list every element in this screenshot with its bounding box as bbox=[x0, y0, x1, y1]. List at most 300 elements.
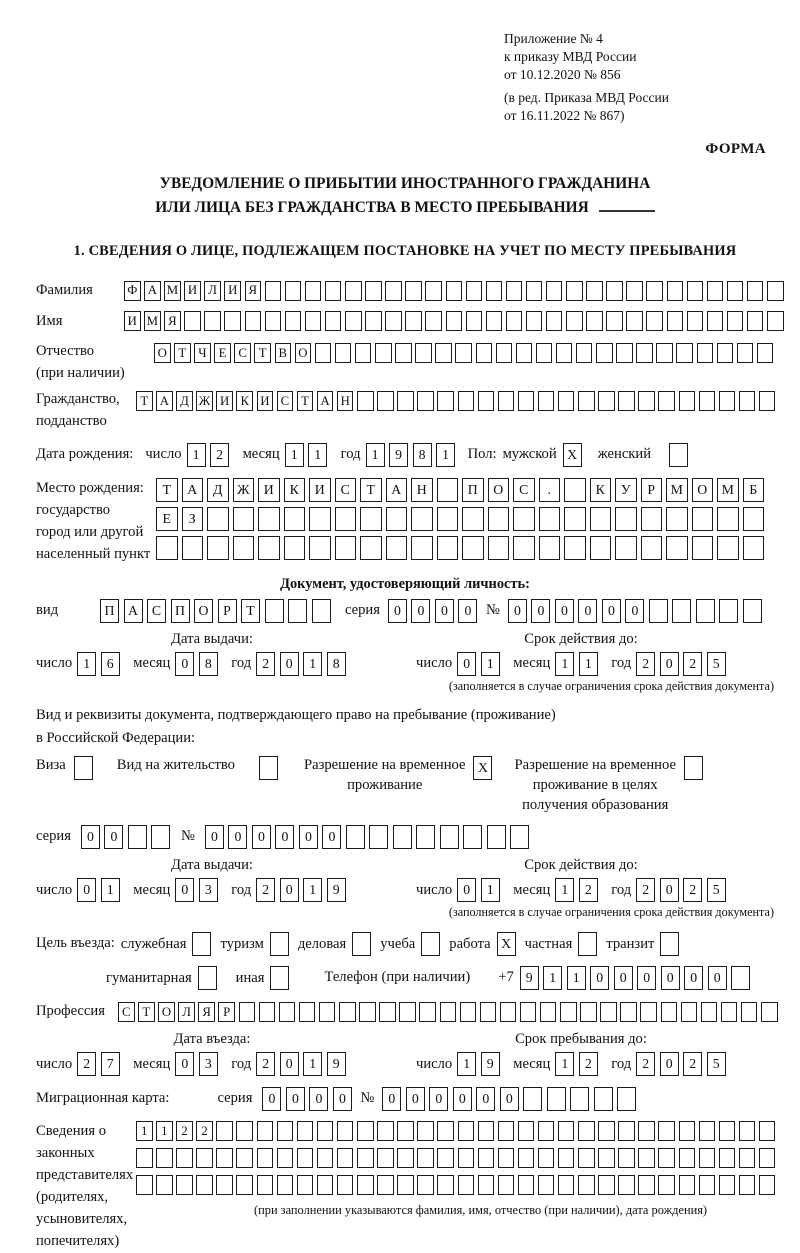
char-cell[interactable] bbox=[360, 507, 382, 531]
char-cell[interactable]: 5 bbox=[707, 652, 726, 676]
char-cell[interactable] bbox=[377, 1148, 394, 1168]
char-cell[interactable] bbox=[598, 1148, 615, 1168]
char-cell[interactable]: И bbox=[184, 281, 201, 301]
char-cell[interactable]: 1 bbox=[303, 878, 322, 902]
char-cell[interactable] bbox=[284, 507, 306, 531]
char-cell[interactable] bbox=[743, 599, 762, 623]
char-cell[interactable] bbox=[337, 1121, 354, 1141]
char-cell[interactable] bbox=[558, 1175, 575, 1195]
char-cell[interactable]: К bbox=[590, 478, 612, 502]
char-cell[interactable] bbox=[425, 311, 442, 331]
char-cell[interactable] bbox=[518, 1121, 535, 1141]
char-cell[interactable] bbox=[719, 1148, 736, 1168]
char-cell[interactable] bbox=[526, 281, 543, 301]
char-cell[interactable] bbox=[658, 391, 675, 411]
char-cell[interactable] bbox=[538, 1175, 555, 1195]
char-cell[interactable]: 1 bbox=[555, 878, 574, 902]
char-cell[interactable] bbox=[699, 1148, 716, 1168]
char-cell[interactable] bbox=[458, 1175, 475, 1195]
char-cell[interactable]: 0 bbox=[555, 599, 574, 623]
char-cell[interactable] bbox=[564, 478, 586, 502]
char-cell[interactable]: 1 bbox=[457, 1052, 476, 1076]
char-cell[interactable] bbox=[687, 281, 704, 301]
char-cell[interactable] bbox=[216, 1175, 233, 1195]
char-cell[interactable] bbox=[317, 1175, 334, 1195]
char-cell[interactable] bbox=[357, 1121, 374, 1141]
char-cell[interactable] bbox=[184, 311, 201, 331]
char-cell[interactable]: Ч bbox=[194, 343, 211, 363]
char-cell[interactable] bbox=[435, 343, 452, 363]
char-cell[interactable]: П bbox=[100, 599, 119, 623]
char-cell[interactable] bbox=[345, 281, 362, 301]
char-cell[interactable]: 2 bbox=[579, 878, 598, 902]
char-cell[interactable] bbox=[721, 1002, 738, 1022]
char-cell[interactable] bbox=[739, 1121, 756, 1141]
char-cell[interactable] bbox=[437, 536, 459, 560]
char-cell[interactable] bbox=[566, 311, 583, 331]
char-cell[interactable]: 2 bbox=[256, 1052, 275, 1076]
purpose-other-checkbox[interactable] bbox=[270, 966, 289, 990]
char-cell[interactable] bbox=[317, 1148, 334, 1168]
char-cell[interactable] bbox=[417, 1175, 434, 1195]
char-cell[interactable] bbox=[478, 391, 495, 411]
char-cell[interactable] bbox=[285, 281, 302, 301]
char-cell[interactable] bbox=[325, 311, 342, 331]
char-cell[interactable] bbox=[641, 507, 663, 531]
char-cell[interactable] bbox=[513, 536, 535, 560]
char-cell[interactable]: О bbox=[488, 478, 510, 502]
char-cell[interactable] bbox=[739, 1175, 756, 1195]
char-cell[interactable]: 0 bbox=[435, 599, 454, 623]
char-cell[interactable] bbox=[455, 343, 472, 363]
char-cell[interactable] bbox=[196, 1175, 213, 1195]
char-cell[interactable]: 0 bbox=[453, 1087, 472, 1111]
char-cell[interactable]: 1 bbox=[579, 652, 598, 676]
char-cell[interactable]: С bbox=[234, 343, 251, 363]
char-cell[interactable]: 0 bbox=[81, 825, 100, 849]
char-cell[interactable]: М bbox=[164, 281, 181, 301]
char-cell[interactable] bbox=[638, 1121, 655, 1141]
purpose-tourism-checkbox[interactable] bbox=[270, 932, 289, 956]
char-cell[interactable]: 0 bbox=[280, 878, 299, 902]
char-cell[interactable] bbox=[156, 536, 178, 560]
char-cell[interactable] bbox=[546, 311, 563, 331]
char-cell[interactable] bbox=[620, 1002, 637, 1022]
char-cell[interactable]: 2 bbox=[683, 652, 702, 676]
char-cell[interactable] bbox=[386, 536, 408, 560]
char-cell[interactable]: А bbox=[124, 599, 143, 623]
char-cell[interactable] bbox=[345, 311, 362, 331]
char-cell[interactable] bbox=[265, 311, 282, 331]
char-cell[interactable] bbox=[692, 536, 714, 560]
char-cell[interactable] bbox=[417, 391, 434, 411]
char-cell[interactable] bbox=[498, 391, 515, 411]
char-cell[interactable] bbox=[355, 343, 372, 363]
char-cell[interactable] bbox=[319, 1002, 336, 1022]
char-cell[interactable] bbox=[666, 507, 688, 531]
char-cell[interactable]: 0 bbox=[429, 1087, 448, 1111]
char-cell[interactable]: 1 bbox=[481, 652, 500, 676]
char-cell[interactable]: Д bbox=[207, 478, 229, 502]
char-cell[interactable]: 2 bbox=[636, 1052, 655, 1076]
char-cell[interactable]: У bbox=[615, 478, 637, 502]
char-cell[interactable]: 1 bbox=[567, 966, 586, 990]
char-cell[interactable] bbox=[717, 536, 739, 560]
char-cell[interactable]: О bbox=[194, 599, 213, 623]
char-cell[interactable] bbox=[570, 1087, 589, 1111]
char-cell[interactable] bbox=[284, 536, 306, 560]
char-cell[interactable] bbox=[496, 343, 513, 363]
char-cell[interactable] bbox=[661, 1002, 678, 1022]
char-cell[interactable] bbox=[488, 507, 510, 531]
char-cell[interactable]: 2 bbox=[683, 878, 702, 902]
char-cell[interactable] bbox=[377, 1175, 394, 1195]
char-cell[interactable] bbox=[719, 1121, 736, 1141]
char-cell[interactable] bbox=[312, 599, 331, 623]
char-cell[interactable] bbox=[299, 1002, 316, 1022]
char-cell[interactable] bbox=[297, 1121, 314, 1141]
char-cell[interactable] bbox=[606, 311, 623, 331]
char-cell[interactable]: Ж bbox=[196, 391, 213, 411]
char-cell[interactable] bbox=[536, 343, 553, 363]
char-cell[interactable]: 0 bbox=[637, 966, 656, 990]
char-cell[interactable] bbox=[547, 1087, 566, 1111]
char-cell[interactable]: Р bbox=[218, 1002, 235, 1022]
char-cell[interactable] bbox=[767, 281, 784, 301]
char-cell[interactable] bbox=[580, 1002, 597, 1022]
char-cell[interactable] bbox=[285, 311, 302, 331]
char-cell[interactable]: 0 bbox=[205, 825, 224, 849]
char-cell[interactable] bbox=[539, 536, 561, 560]
char-cell[interactable]: 0 bbox=[411, 599, 430, 623]
char-cell[interactable]: 0 bbox=[262, 1087, 281, 1111]
char-cell[interactable]: Р bbox=[218, 599, 237, 623]
char-cell[interactable]: С bbox=[118, 1002, 135, 1022]
char-cell[interactable] bbox=[487, 825, 506, 849]
char-cell[interactable] bbox=[335, 343, 352, 363]
char-cell[interactable] bbox=[437, 1148, 454, 1168]
char-cell[interactable]: 1 bbox=[303, 652, 322, 676]
char-cell[interactable] bbox=[136, 1148, 153, 1168]
char-cell[interactable]: 0 bbox=[280, 652, 299, 676]
char-cell[interactable]: 0 bbox=[660, 878, 679, 902]
char-cell[interactable] bbox=[399, 1002, 416, 1022]
char-cell[interactable] bbox=[463, 825, 482, 849]
char-cell[interactable]: 0 bbox=[590, 966, 609, 990]
char-cell[interactable] bbox=[717, 343, 734, 363]
char-cell[interactable] bbox=[666, 536, 688, 560]
char-cell[interactable] bbox=[325, 281, 342, 301]
char-cell[interactable] bbox=[500, 1002, 517, 1022]
char-cell[interactable] bbox=[761, 1002, 778, 1022]
char-cell[interactable] bbox=[564, 536, 586, 560]
char-cell[interactable] bbox=[236, 1148, 253, 1168]
char-cell[interactable] bbox=[646, 311, 663, 331]
char-cell[interactable] bbox=[309, 536, 331, 560]
char-cell[interactable]: 1 bbox=[156, 1121, 173, 1141]
char-cell[interactable]: 8 bbox=[327, 652, 346, 676]
char-cell[interactable]: 1 bbox=[285, 443, 304, 467]
char-cell[interactable]: Б bbox=[743, 478, 765, 502]
char-cell[interactable]: Я bbox=[198, 1002, 215, 1022]
char-cell[interactable]: 9 bbox=[327, 1052, 346, 1076]
char-cell[interactable] bbox=[546, 281, 563, 301]
char-cell[interactable] bbox=[701, 1002, 718, 1022]
char-cell[interactable]: Ж bbox=[233, 478, 255, 502]
char-cell[interactable] bbox=[649, 599, 668, 623]
char-cell[interactable] bbox=[731, 966, 750, 990]
char-cell[interactable] bbox=[578, 1148, 595, 1168]
char-cell[interactable]: 9 bbox=[481, 1052, 500, 1076]
char-cell[interactable] bbox=[386, 507, 408, 531]
visa-checkbox[interactable] bbox=[74, 756, 93, 780]
char-cell[interactable]: Т bbox=[297, 391, 314, 411]
char-cell[interactable] bbox=[759, 1148, 776, 1168]
char-cell[interactable]: 1 bbox=[555, 1052, 574, 1076]
char-cell[interactable]: 0 bbox=[406, 1087, 425, 1111]
char-cell[interactable] bbox=[586, 311, 603, 331]
char-cell[interactable] bbox=[578, 1175, 595, 1195]
char-cell[interactable] bbox=[615, 536, 637, 560]
char-cell[interactable]: П bbox=[171, 599, 190, 623]
char-cell[interactable] bbox=[397, 1121, 414, 1141]
char-cell[interactable]: 1 bbox=[308, 443, 327, 467]
char-cell[interactable] bbox=[305, 281, 322, 301]
char-cell[interactable] bbox=[558, 1148, 575, 1168]
purpose-study-checkbox[interactable] bbox=[421, 932, 440, 956]
char-cell[interactable] bbox=[337, 1148, 354, 1168]
char-cell[interactable] bbox=[365, 281, 382, 301]
char-cell[interactable]: А bbox=[156, 391, 173, 411]
char-cell[interactable] bbox=[488, 536, 510, 560]
char-cell[interactable]: О bbox=[692, 478, 714, 502]
char-cell[interactable] bbox=[466, 311, 483, 331]
char-cell[interactable] bbox=[518, 1175, 535, 1195]
char-cell[interactable] bbox=[357, 1148, 374, 1168]
char-cell[interactable] bbox=[747, 311, 764, 331]
char-cell[interactable] bbox=[437, 1121, 454, 1141]
char-cell[interactable] bbox=[696, 599, 715, 623]
char-cell[interactable] bbox=[257, 1148, 274, 1168]
char-cell[interactable] bbox=[743, 507, 765, 531]
char-cell[interactable] bbox=[437, 507, 459, 531]
char-cell[interactable] bbox=[616, 343, 633, 363]
char-cell[interactable]: 2 bbox=[196, 1121, 213, 1141]
char-cell[interactable] bbox=[458, 1148, 475, 1168]
char-cell[interactable] bbox=[233, 536, 255, 560]
char-cell[interactable] bbox=[305, 311, 322, 331]
char-cell[interactable] bbox=[416, 825, 435, 849]
char-cell[interactable] bbox=[239, 1002, 256, 1022]
char-cell[interactable]: Я bbox=[245, 281, 262, 301]
char-cell[interactable] bbox=[667, 281, 684, 301]
char-cell[interactable]: 1 bbox=[77, 652, 96, 676]
char-cell[interactable]: 1 bbox=[481, 878, 500, 902]
char-cell[interactable] bbox=[687, 311, 704, 331]
char-cell[interactable] bbox=[667, 311, 684, 331]
char-cell[interactable] bbox=[618, 1121, 635, 1141]
char-cell[interactable] bbox=[156, 1175, 173, 1195]
char-cell[interactable] bbox=[600, 1002, 617, 1022]
char-cell[interactable]: 2 bbox=[77, 1052, 96, 1076]
char-cell[interactable]: О bbox=[158, 1002, 175, 1022]
char-cell[interactable] bbox=[297, 1175, 314, 1195]
char-cell[interactable] bbox=[676, 343, 693, 363]
char-cell[interactable] bbox=[257, 1121, 274, 1141]
char-cell[interactable] bbox=[658, 1175, 675, 1195]
char-cell[interactable] bbox=[564, 507, 586, 531]
char-cell[interactable]: 0 bbox=[684, 966, 703, 990]
char-cell[interactable]: М bbox=[666, 478, 688, 502]
char-cell[interactable]: 1 bbox=[543, 966, 562, 990]
char-cell[interactable]: 8 bbox=[413, 443, 432, 467]
char-cell[interactable] bbox=[207, 507, 229, 531]
char-cell[interactable] bbox=[646, 281, 663, 301]
char-cell[interactable]: И bbox=[309, 478, 331, 502]
char-cell[interactable] bbox=[618, 1175, 635, 1195]
char-cell[interactable]: А bbox=[317, 391, 334, 411]
char-cell[interactable] bbox=[419, 1002, 436, 1022]
char-cell[interactable]: А bbox=[144, 281, 161, 301]
char-cell[interactable] bbox=[462, 507, 484, 531]
char-cell[interactable] bbox=[397, 1175, 414, 1195]
char-cell[interactable] bbox=[578, 391, 595, 411]
char-cell[interactable]: 0 bbox=[280, 1052, 299, 1076]
char-cell[interactable]: З bbox=[182, 507, 204, 531]
char-cell[interactable]: 0 bbox=[476, 1087, 495, 1111]
char-cell[interactable] bbox=[638, 1175, 655, 1195]
char-cell[interactable] bbox=[182, 536, 204, 560]
char-cell[interactable] bbox=[395, 343, 412, 363]
char-cell[interactable]: . bbox=[539, 478, 561, 502]
char-cell[interactable] bbox=[204, 311, 221, 331]
char-cell[interactable] bbox=[405, 311, 422, 331]
char-cell[interactable] bbox=[415, 343, 432, 363]
char-cell[interactable]: 0 bbox=[252, 825, 271, 849]
char-cell[interactable]: 0 bbox=[175, 1052, 194, 1076]
char-cell[interactable] bbox=[506, 281, 523, 301]
char-cell[interactable]: Н bbox=[337, 391, 354, 411]
char-cell[interactable]: В bbox=[275, 343, 292, 363]
char-cell[interactable] bbox=[385, 311, 402, 331]
char-cell[interactable]: 9 bbox=[389, 443, 408, 467]
char-cell[interactable]: 0 bbox=[457, 652, 476, 676]
char-cell[interactable]: 1 bbox=[303, 1052, 322, 1076]
purpose-humanitarian-checkbox[interactable] bbox=[198, 966, 217, 990]
char-cell[interactable] bbox=[335, 507, 357, 531]
char-cell[interactable]: 0 bbox=[661, 966, 680, 990]
char-cell[interactable] bbox=[679, 1175, 696, 1195]
char-cell[interactable]: 0 bbox=[104, 825, 123, 849]
char-cell[interactable] bbox=[265, 599, 284, 623]
char-cell[interactable] bbox=[297, 1148, 314, 1168]
char-cell[interactable] bbox=[335, 536, 357, 560]
char-cell[interactable]: 0 bbox=[531, 599, 550, 623]
char-cell[interactable] bbox=[417, 1148, 434, 1168]
char-cell[interactable] bbox=[566, 281, 583, 301]
char-cell[interactable] bbox=[523, 1087, 542, 1111]
char-cell[interactable] bbox=[265, 281, 282, 301]
char-cell[interactable]: 0 bbox=[708, 966, 727, 990]
char-cell[interactable]: 0 bbox=[309, 1087, 328, 1111]
char-cell[interactable] bbox=[360, 536, 382, 560]
char-cell[interactable]: 0 bbox=[175, 652, 194, 676]
char-cell[interactable] bbox=[538, 1148, 555, 1168]
char-cell[interactable]: Я bbox=[164, 311, 181, 331]
char-cell[interactable]: 1 bbox=[187, 443, 206, 467]
char-cell[interactable] bbox=[315, 343, 332, 363]
char-cell[interactable] bbox=[679, 391, 696, 411]
char-cell[interactable] bbox=[692, 507, 714, 531]
char-cell[interactable] bbox=[615, 507, 637, 531]
char-cell[interactable] bbox=[245, 311, 262, 331]
char-cell[interactable] bbox=[681, 1002, 698, 1022]
char-cell[interactable] bbox=[156, 1148, 173, 1168]
char-cell[interactable] bbox=[727, 311, 744, 331]
char-cell[interactable] bbox=[385, 281, 402, 301]
char-cell[interactable] bbox=[466, 281, 483, 301]
char-cell[interactable] bbox=[590, 507, 612, 531]
char-cell[interactable] bbox=[440, 1002, 457, 1022]
char-cell[interactable] bbox=[759, 1121, 776, 1141]
char-cell[interactable]: 9 bbox=[520, 966, 539, 990]
char-cell[interactable]: 2 bbox=[256, 652, 275, 676]
char-cell[interactable] bbox=[759, 1175, 776, 1195]
char-cell[interactable] bbox=[317, 1121, 334, 1141]
char-cell[interactable] bbox=[233, 507, 255, 531]
char-cell[interactable] bbox=[578, 1121, 595, 1141]
char-cell[interactable] bbox=[558, 391, 575, 411]
char-cell[interactable] bbox=[658, 1121, 675, 1141]
char-cell[interactable]: Н bbox=[411, 478, 433, 502]
char-cell[interactable] bbox=[359, 1002, 376, 1022]
char-cell[interactable] bbox=[679, 1148, 696, 1168]
char-cell[interactable] bbox=[128, 825, 147, 849]
char-cell[interactable] bbox=[377, 391, 394, 411]
char-cell[interactable] bbox=[540, 1002, 557, 1022]
char-cell[interactable]: 0 bbox=[508, 599, 527, 623]
char-cell[interactable] bbox=[411, 507, 433, 531]
char-cell[interactable] bbox=[719, 1175, 736, 1195]
char-cell[interactable]: 0 bbox=[77, 878, 96, 902]
char-cell[interactable] bbox=[757, 343, 774, 363]
char-cell[interactable]: 3 bbox=[199, 1052, 218, 1076]
char-cell[interactable] bbox=[458, 391, 475, 411]
char-cell[interactable]: 0 bbox=[457, 878, 476, 902]
char-cell[interactable]: Т bbox=[241, 599, 260, 623]
char-cell[interactable]: Л bbox=[178, 1002, 195, 1022]
char-cell[interactable] bbox=[699, 1175, 716, 1195]
char-cell[interactable]: 0 bbox=[333, 1087, 352, 1111]
residence-permit-checkbox[interactable] bbox=[259, 756, 278, 780]
char-cell[interactable] bbox=[513, 507, 535, 531]
char-cell[interactable] bbox=[176, 1175, 193, 1195]
char-cell[interactable] bbox=[486, 311, 503, 331]
char-cell[interactable]: 1 bbox=[555, 652, 574, 676]
char-cell[interactable] bbox=[747, 281, 764, 301]
char-cell[interactable]: С bbox=[147, 599, 166, 623]
temp-residence-edu-checkbox[interactable] bbox=[684, 756, 703, 780]
char-cell[interactable] bbox=[518, 1148, 535, 1168]
char-cell[interactable]: 2 bbox=[579, 1052, 598, 1076]
char-cell[interactable] bbox=[478, 1175, 495, 1195]
char-cell[interactable] bbox=[699, 1121, 716, 1141]
char-cell[interactable]: 6 bbox=[101, 652, 120, 676]
char-cell[interactable] bbox=[458, 1121, 475, 1141]
char-cell[interactable]: 5 bbox=[707, 878, 726, 902]
char-cell[interactable]: Д bbox=[176, 391, 193, 411]
char-cell[interactable] bbox=[741, 1002, 758, 1022]
